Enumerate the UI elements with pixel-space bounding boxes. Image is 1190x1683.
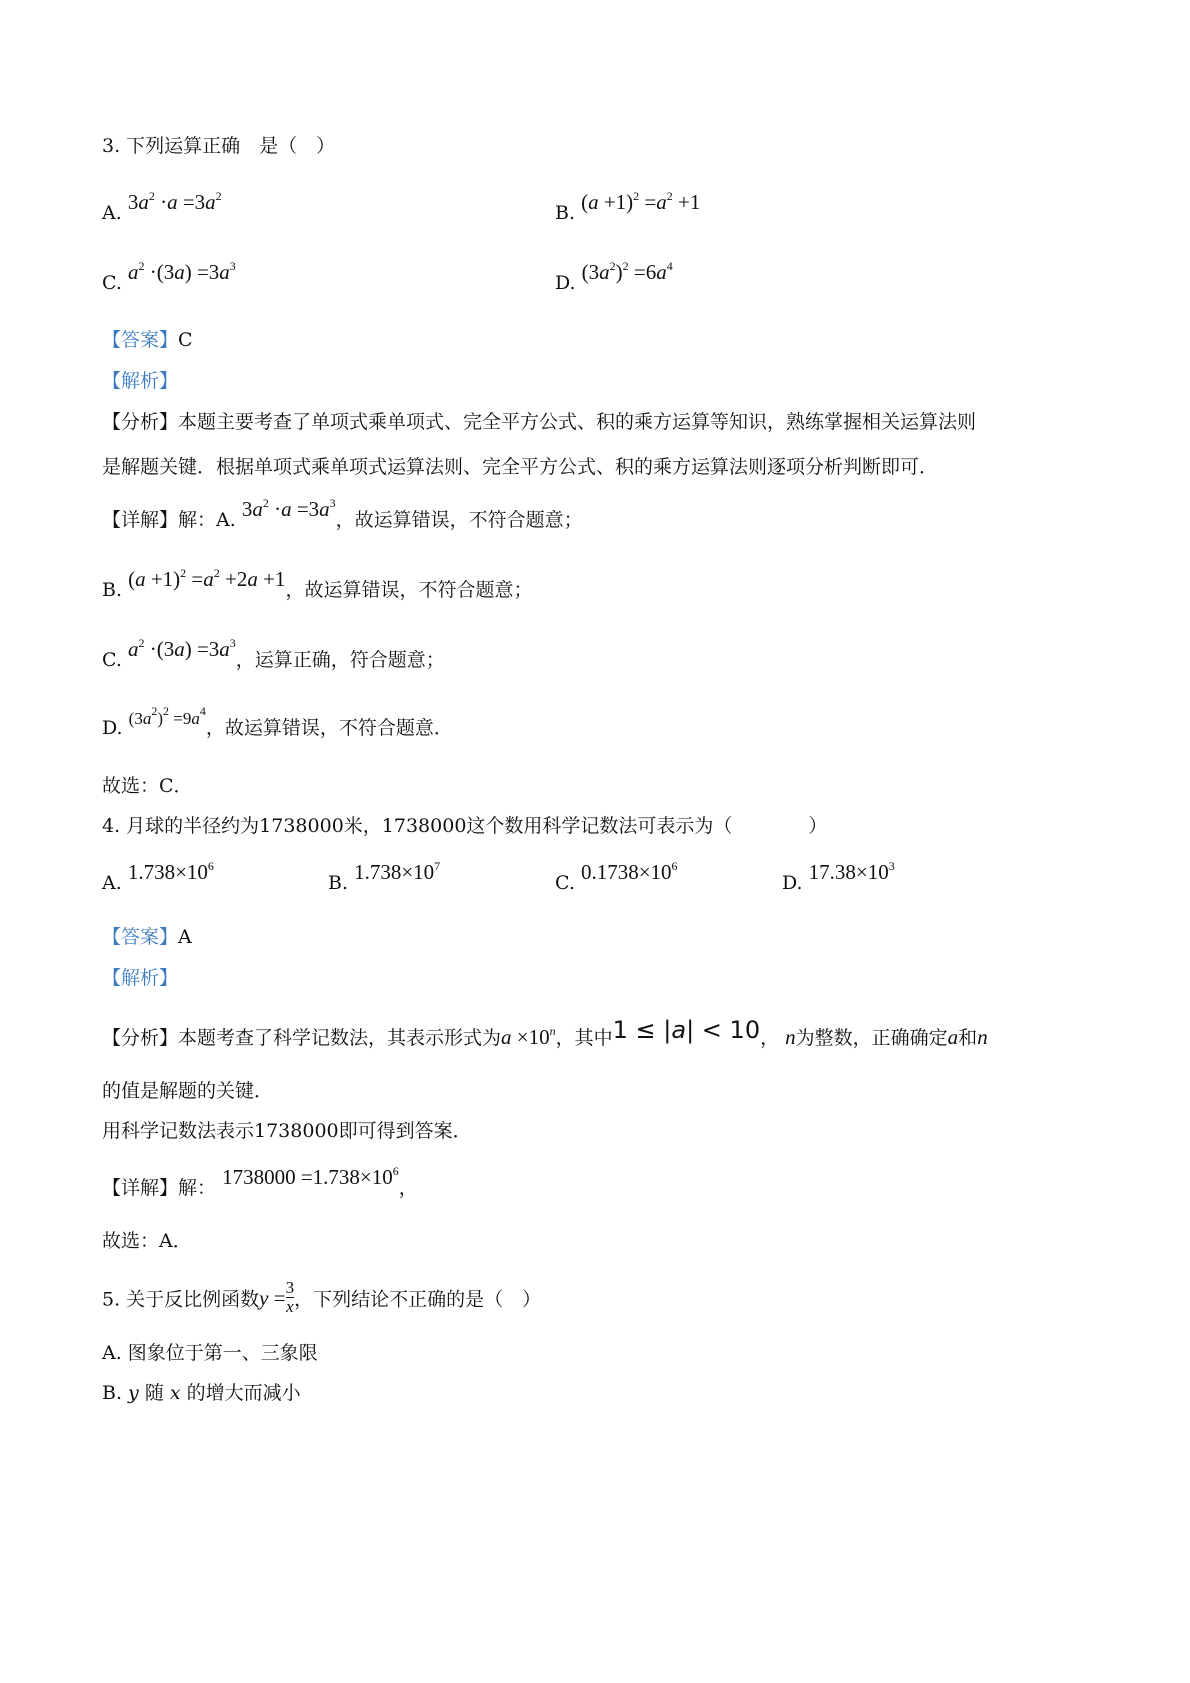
q5-math-equals: = [268, 1286, 286, 1311]
q3-fenxi-text1: 本题主要考查了单项式乘单项式、完全平方公式、积的乘方运算等知识，熟练掌握相关运算法则 [178, 411, 977, 433]
q3-option-a-math: $3a^2 \cdot a =3a^2$ [127, 189, 222, 214]
q3-detail-prefix: 解：A. [178, 509, 236, 531]
q5-title [102, 1278, 542, 1319]
q4-option-b [328, 859, 441, 895]
q4-option-a-math: $1.738\times 10^6$ [127, 859, 214, 884]
q4-option-b-math: $1.738\times 10^7$ [354, 859, 441, 884]
q5-option-b-suffix: 的增大而减小 [180, 1382, 301, 1404]
q4-option-a [102, 859, 214, 895]
q5-title-suffix: ，下列结论不正确的是（ ） [294, 1288, 542, 1311]
q3-detail-b-math: $(a +1)^2 =a^2 +2a +1$ [128, 566, 286, 591]
q4-analysis-tag: 【解析】 [102, 967, 179, 989]
q4-option-c-math: $0.1738\times 10^6$ [580, 859, 678, 884]
q3-detail-c-text: ，运算正确，符合题意； [235, 649, 445, 671]
q5-option-b [102, 1382, 301, 1405]
q4-answer [102, 926, 192, 949]
q4-fenxi-line1 [102, 1016, 988, 1051]
q3-detail-tag: 【详解】 [102, 509, 179, 531]
q3-detail-c-label: C. [102, 649, 122, 671]
q4-fenxi-math-range: 1 ≤ |a| < 10 [612, 1016, 761, 1044]
q3-detail-b [102, 566, 533, 602]
q3-option-d [555, 259, 673, 295]
q4-option-d-math: $17.38\times 10^3$ [808, 859, 895, 884]
q3-detail-d-math: $(3a^2)^2 =9a^4$ [128, 704, 206, 728]
q3-choose: 故选：C． [102, 775, 193, 797]
q3-detail-d-text: ，故运算错误，不符合题意． [205, 717, 453, 739]
q4-option-a-label: A. [102, 872, 122, 894]
q3-option-b-math: $(a +1)^2 =a^2 +1$ [581, 189, 701, 214]
q3-fenxi-line2: 是解题关键．根据单项式乘单项式运算法则、完全平方公式、积的乘方运算法则逐项分析判断即可． [102, 456, 939, 478]
q4-fenxi-math-a10n: $a \times 10^n$ [501, 1024, 556, 1049]
q4-detail-tag: 【详解】 [102, 1177, 179, 1199]
q3-detail-a [102, 496, 583, 532]
q4-option-c-label: C. [555, 872, 575, 894]
q3-answer [102, 329, 193, 352]
q3-detail-a-text: ，故运算错误，不符合题意； [335, 509, 583, 531]
q3-detail-b-text: ，故运算错误，不符合题意； [285, 579, 533, 601]
q3-detail-c [102, 636, 445, 672]
q4-option-b-label: B. [328, 872, 349, 894]
q3-title [102, 135, 335, 158]
q5-option-a: A. 图象位于第一、三象限 [102, 1342, 318, 1364]
q3-option-c-math: $a^2 \cdot(3a) =3a^3$ [127, 259, 236, 284]
q4-fenxi-text4: 为整数，正确确定 [795, 1027, 948, 1049]
q3-detail-d-label: D. [102, 717, 123, 739]
q3-option-d-math: $(3a^2)^2 =6a^4$ [581, 259, 673, 284]
q4-fenxi-line2: 的值是解题的关键． [102, 1080, 274, 1102]
q5-math-y: y [259, 1286, 269, 1311]
q4-fenxi-math-n: n [785, 1025, 796, 1049]
q3-option-b-label: B. [555, 202, 576, 224]
q4-detail-math: $1738000 =1.738\times 10^6$ [222, 1164, 399, 1189]
q3-detail-a-math: $3a^2 \cdot a =3a^3$ [241, 496, 336, 521]
q4-answer-tag: 【答案】 [102, 926, 179, 948]
q3-option-a-label: A. [102, 202, 122, 224]
q4-fenxi-text3: ， [760, 1027, 780, 1049]
q4-option-d-label: D. [782, 872, 803, 894]
q5-option-b-mid: 随 [138, 1382, 170, 1404]
q4-option-d [782, 859, 895, 895]
q4-fenxi-math-n2: n [977, 1025, 988, 1049]
q4-detail-prefix: 解： [178, 1177, 217, 1199]
q5-fraction-numerator: 3 [285, 1278, 295, 1297]
q4-detail-tail: ， [398, 1177, 418, 1199]
q4-fenxi-text5: 和 [958, 1027, 978, 1049]
q4-answer-value: A [178, 926, 192, 948]
q3-option-b [555, 189, 701, 225]
q4-detail [102, 1164, 418, 1200]
q3-analysis-tag: 【解析】 [102, 370, 179, 392]
q5-title-prefix: 5. 关于反比例函数 [102, 1288, 260, 1311]
q4-fenxi-tag: 【分析】 [102, 1027, 179, 1049]
q3-option-a [102, 189, 222, 225]
q3-option-c-label: C. [102, 272, 122, 294]
q3-answer-tag: 【答案】 [102, 329, 179, 351]
q4-fenxi-line3: 用科学记数法表示1738000即可得到答案． [102, 1120, 472, 1142]
q3-fenxi-tag: 【分析】 [102, 411, 179, 433]
q3-title-text: 3. 下列运算正确 是（ ） [102, 135, 336, 157]
q5-fraction-denominator: x [286, 1296, 294, 1316]
q3-answer-value: C [178, 329, 193, 351]
q3-detail-b-label: B. [102, 579, 123, 601]
q3-detail-c-math: $a^2 \cdot(3a) =3a^3$ [127, 636, 236, 661]
q3-fenxi-line1 [102, 411, 976, 434]
q4-option-c [555, 859, 678, 895]
q3-option-d-label: D. [555, 272, 576, 294]
q5-option-b-y: y [128, 1382, 139, 1404]
q4-fenxi-text2: ，其中 [555, 1027, 613, 1049]
q5-fraction [286, 1279, 295, 1316]
q5-option-b-x: x [169, 1382, 181, 1404]
q4-fenxi-math-a: a [947, 1025, 959, 1049]
q4-fenxi-text1: 本题考查了科学记数法，其表示形式为 [178, 1027, 502, 1049]
q4-title: 4. 月球的半径约为1738000米，1738000这个数用科学记数法可表示为（ ） [102, 815, 828, 837]
q3-option-c [102, 259, 236, 295]
q3-detail-d [102, 704, 453, 740]
q5-option-b-prefix: B. [102, 1382, 129, 1404]
q4-choose: 故选：A． [102, 1230, 192, 1252]
